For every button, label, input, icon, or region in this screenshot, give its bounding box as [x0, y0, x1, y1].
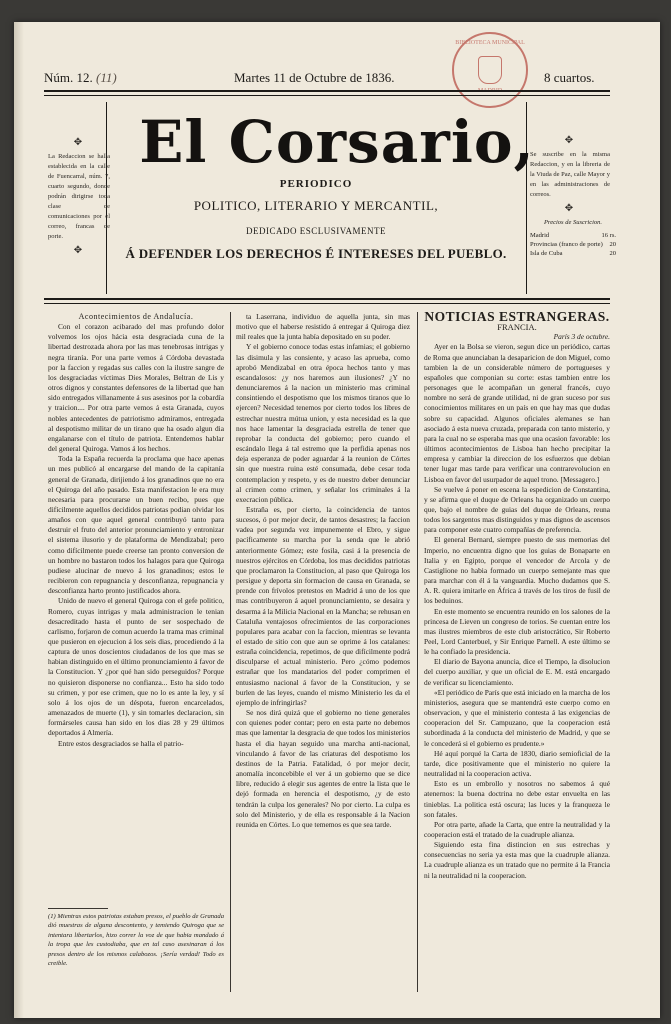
paragraph: ta Laserrana, individuo de aquella junta, sin mas motivo que el haberse resistido á entregar á Quiroga diez mil reales que la junta había depositado en su poder. — [236, 312, 410, 342]
handwritten-number: (11) — [96, 70, 117, 85]
price-row: Provincias (franco de porte) 20 — [530, 241, 616, 248]
paragraph: En este momento se encuentra reunido en los salones de la princesa de Lieven un congreso de torios. Se cuentan entre los mas ilustres miembros de este club aristocrático, Sir Roberto Peel, Lord Canterbuel, y Sir Enrique Parnell. A este último se le ha confiado la presidencia. — [424, 606, 610, 657]
masthead-motto: Á DEFENDER LOS DERECHOS É INTERESES DEL PUEBLO. — [125, 246, 507, 261]
paragraph: El general Bernard, siempre puesto de sus memorias del Imperio, no encuentra digno que los guias de Bonaparte en Italia y en Egipto, porque el vencedor de Arcola y de Castiglione no habia formado un cuerpo semejante mas que para marchar con él á la vanguardia. Mucho dudamos que S. A. R. quiera imitarle en África á través de los tiros de fusil de los beduinos. — [424, 535, 610, 606]
paragraph: «El periódico de París que está iniciado en la marcha de los ministerios, asegura que se mantendrá este cuerpo como en observacion, y que el ministerio contesta á las exigencias de cooperacion del Sr. Campuzano, que la cooperacion está subordinada á la conducta del ministerio de Madrid, y que se le concederá si el gobierno es prudente.» — [424, 687, 610, 748]
paragraph: El diario de Bayona anuncia, dice el Tiempo, la disolucion del cuerpo auxiliar, y que un oficial de E. M. está encargado de verificar su licenciamiento. — [424, 657, 610, 687]
paragraph: Se vuelve á poner en escena la espedicion de Constantina, y se afirma que el duque de Orleans ha organizado un cuerpo que, bajo el nombre de guias del duque de Orleans, reuna todos los sargentos mas distinguidos y mas dignos de ascensos para componer este cuatro compañías de preferencia. — [424, 484, 610, 535]
paragraph: Con el corazon acibarado del mas profundo dolor volvemos los ojos hácia esta desgraciada cuna de la libertad destrozada ahora por las mas tenebrosas intrigas y negra tiranía. Por una parte vemos á Córdoba devastada por la faccion y regadas sus calles con la ilustre sangre de los desgraciadas víctimas Dies Morales, Beltran de Lis y otros dignos y constantes defensores de la libertad que han sido entregados villanamente á sus asesinos por la cobardía y traicion.... Por otra parte vemos á esta Granada, cuyos nobles antecedentes de patriotismo admiramos, entregada al despotismo militar de un tirano que ha osado algun dia engalanarse con el título de patriota. Entendemos hablar del general Quiroga. Vamos á los hechos. — [48, 322, 224, 454]
masthead-subtitle-1: PERIODICO — [279, 178, 353, 190]
country-heading: FRANCIA. — [497, 322, 537, 333]
paragraph: Por otra parte, añade la Carta, que entre la neutralidad y la cooperacion está el tratado de la cuadruple alianza. — [424, 819, 610, 839]
paragraph: Toda la España recuerda la proclama que hace apenas un mes publicó al encargarse del mando de la capitanía general de Granada, dirijiendo á los granadinos que no era el Quiroga del año pasado. Esta manifestacion le era muy necesaria para procurarse un buen recibo, pues que difícilmente aquellos decididos patriotas podian olvidar los amaños con que aquel general contribuyó tanto para destruir el fruto del anterior pronunciamiento y entronizar el sistema ilusorio y de plataforma de Mendizabal; pero como difícilmente puede creerse tan pronto conversion de un hombre no bastaron todos los halagos para que Quiroga pudiese alucinar de nuevo á los granadinos; estos le recibieron con repugnancia y desconfianza, repugnancia y desconfianza harto pronto justificados ahora. — [48, 454, 224, 596]
library-stamp — [452, 32, 528, 108]
ornament-icon: ✥ — [564, 135, 576, 146]
paragraph: Hé aquí porqué la Carta de 1830, diario semioficial de la tarde, dice positivamente que el ministerio no quiere la neutralidad ni la cooperacion activa. — [424, 748, 610, 779]
masthead-bottom-rule — [44, 298, 610, 300]
paragraph: Entre estos desgraciados se halla el patrio- — [58, 738, 184, 748]
section-heading: NOTICIAS ESTRANGERAS. — [424, 309, 610, 324]
issue-date: Martes 11 de Octubre de 1836. — [234, 70, 395, 85]
column-divider — [417, 312, 418, 992]
column-3 — [424, 309, 610, 881]
masthead-title: El Corsario, — [139, 108, 535, 176]
dateline: París 3 de octubre. — [553, 332, 610, 342]
column-2 — [236, 312, 410, 830]
left-notice-box — [48, 138, 110, 256]
article-heading: Acontecimientos de Andalucía. — [78, 312, 194, 321]
page-spine — [14, 22, 24, 1018]
stamp-crest-icon — [478, 56, 502, 84]
masthead-subtitle-3: DEDICADO ESCLUSIVAMENTE — [245, 226, 387, 236]
ornament-icon: ✥ — [73, 137, 85, 148]
issue-price: 8 cuartos. — [544, 70, 595, 85]
paragraph: Siguiendo esta fina distincion en sus estrechas y consecuencias no seria ya esta mas que la cuadruple alianza. La cuadruple alianza es un tratado que no permite á la Francia ni la neutralidad ni la cooperacion. — [424, 840, 610, 880]
footnote-rule — [48, 908, 108, 909]
price-row: Isla de Cuba 20 — [530, 250, 616, 257]
paragraph: Esto es un embrollo y nosotros no sabemos á qué atenernos: la buena doctrina no debe estar envuelta en las tinieblas. La politica está oscura; las luces y la franqueza le son fatales. — [424, 779, 610, 819]
header-rule-thin — [44, 95, 610, 96]
ornament-icon: ✥ — [73, 245, 85, 256]
header-rule — [44, 90, 610, 92]
footnote-text: (1) Mientras estos patriotas estaban presos, el pueblo de Granada dió muestras de alguna descontento, y temiendo Quiroga que se intentara libertarlos, hizo correr la voz de que habia mandado á la tropa que les custodiaba, que en tal caso asesinaran á los presos dentro de los mismos calabozos. ¡Sería verdad! Todo es creible. — [48, 913, 224, 968]
column-1 — [48, 312, 224, 749]
issue-number: Núm. 12. (11) — [44, 70, 117, 85]
ornament-icon: ✥ — [564, 203, 576, 214]
stamp-ring-text: BIBLIOTECA MUNICIPAL — [455, 40, 525, 46]
column-divider — [230, 312, 231, 992]
prices-header: Precios de Suscricion. — [543, 219, 603, 226]
paragraph: Estraña es, por cierto, la coincidencia de tantos sucesos, ó por mejor decir, de tantos desastres; la faccion vadea por segunda vez impunemente el Ebro, y sigue pacíficamente su marcha por la senda que le abrió anteriormente Gómez; este fosila, casi á la presencia de nuestros ejércitos en Córdoba, los mas decididos patriotas que proclamaron la Constitucion, al paso que Quiroga los persigue y deporta sin formacion de causa en Granada, se prende con frívolos pretestos en Madrid á uno de los que mas contribuyeron á aquel pronunciamiento, se desaira y desarma á la Milicia Nacional en la Mancha; se rehusan en Cataluña ventajosos ofrecimientos de las corporaciones populares para acabar con la faccion, mientras se levanta el estado de sitio con que aun se oprime á los catalanes: estraña coincidencia, repetimos, de que difícilmente podrá disculparse el actual ministerio. Pero ¿cómo podemos estrañar que los mandatarios del poder comprimen el entusiasmo nacional á favor de la Constitucion, y se burlen de las leyes, cuando el mismo Ministerio les da el ejemplo de infringirlas? — [236, 504, 411, 707]
masthead-subtitle-2: POLITICO, LITERARIO Y MERCANTIL, — [193, 198, 439, 213]
right-notice-text: Se suscribe en la misma Redaccion, y en la libreria de la Viuda de Paz, calle Mayor y en las administraciones de correos. — [530, 151, 610, 198]
paragraph: Ayer en la Bolsa se vieron, segun dice un periódico, cartas de Roma que anunciaban la desaparicion de don Miguel, como tambien la de un considerable número de portugueses y españoles que componian su corte: estas tambien entre los personages que le acompañan un general francés, cuyo nombre no será de grande utilidad, ni de gran suceso por sus conocimientos militares en un país en que hay mas que dudas sobre su capacidad. Algunos oficiales alemanes se han asociado á esta nueva cruzada, preparada con tanto misterio, y para la cual no se esperaba mas que una ocasion favorable: los últimos acontecimientos de Lisboa han hecho precipitar la empresa y cambiar la direccion de los esfuerzos que debian tener lugar mas tarde para verificar una contrarevolucion en Lisboa en favor del usurpador de aquel trono. [Messagero.] — [424, 342, 610, 484]
price-row: Madrid 16 rs. — [530, 232, 616, 239]
paragraph: Y el gobierno conoce todas estas infamias; el gobierno las disimula y las consiente, y acaso las aprueba, como aprobó Mendizabal en otra época hechos tanto y mas escandalosos: ¿y nos haremos aun ilusiones? ¿Y no denunciaremos á la nacion un ministerio mas criminal consintiendo el despotismo que los mismos tiranos que lo ejercen? Necesidad tenemos por cierto todos los libres de estrechar nuestra mútua union, y esta necesidad es la que nos hace lamentar la desgraciada estrella de tener que reprobar la conducta del gobierno; pero cuando el escándalo llega á tal estremo que la perfidia apenas nos deja esperanza de poder aguardar á la reunion de Córtes sin que nuestra ruina esté consumada, debe cesar toda contemplacion y respeto, y es de nuestro deber denunciar al crimen como crimen, y señalar los criminales á la execracion pública. — [236, 342, 410, 504]
right-notice-box — [530, 136, 610, 214]
footnote — [48, 908, 224, 968]
paragraph: Unido de nuevo el general Quiroga con el gefe politico, Romero, cuyas intrigas y mala administracion le tenian desacreditado hasta el punto de ser sospechado de carlismo, forjaron de comun acuerdo la trama mas criminal que pusieron en ejecucion á los seis dias, procediendo á la captura de unos doscientos ciudadanos de los que mas se habian distinguido en el último pronunciamiento á favor de la Constitucion. Y ¿por qué han sido perseguidos? Porque no quisieron disponerse no confianza... Esto ha sido todo su crimen, y por ese crimen, que no lo es ante la ley, y sí solo á los ojos de un déspota, fueron encarcelados, amenazados de muerte (1), y sin tomarles declaracion, sin formárseles causa han sido en los dias 28 y 29 últimos deportados á Almería. — [48, 596, 224, 738]
newspaper-page — [14, 22, 660, 1018]
left-notice-text: La Redaccion se halla establecida en la calle de Fuencarral, núm. 7, cuarto segundo, donde podrán dirigirse toda clase de comunicaciones por el correo, francas de porte. — [48, 153, 110, 240]
subscription-prices — [530, 218, 616, 258]
paragraph: Se nos dirá quizá que el gobierno no tiene generales con quienes poder contar; pero en esta parte no debemos mas que lamentar la desgracia de que todos los ministerios hasta el dia hayan seguido una marcha anti-nacional, vinculando á favor de las criaturas del despotismo los destinos de la Patria. Fatalidad, ó por mejor decir, anomalía inconcebible el ver á un gobierno que se dice libre, reducido á elegir sus agentes de entre la lista que le dejó formada en herencia el despotismo, ¿y de esto tendrán la culpa los generales? No por cierto. La culpa es solo del Ministerio, y de ella es responsable á la Nacion reunida en Córtes. Lo que tememos es que sea tarde. — [236, 708, 410, 829]
masthead-bottom-rule-thin — [44, 303, 610, 304]
